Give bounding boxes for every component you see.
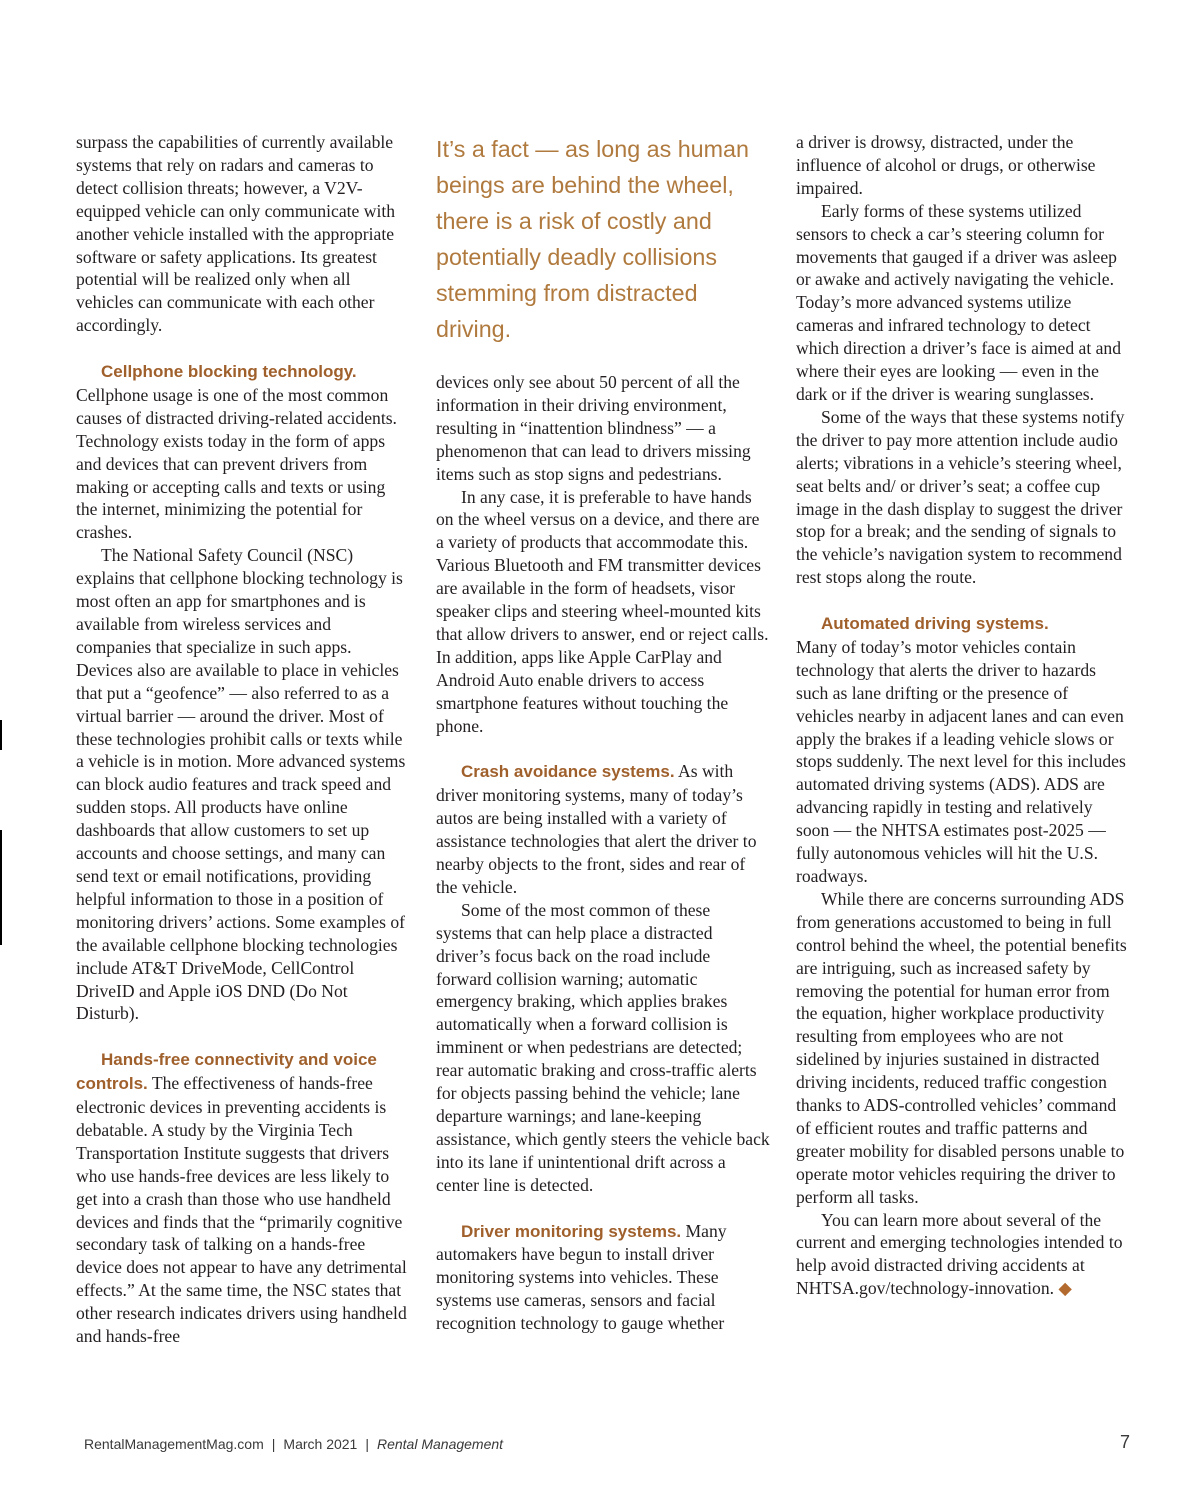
paragraph-text: As with driver monitoring systems, many of today’s autos are being installed with a variety of assistance technologies that alert the driver to nearby objects to the front, sides and rear of the vehicle. <box>436 761 757 897</box>
footer-magazine: Rental Management <box>376 1436 504 1452</box>
heading-hands-free: Hands-free connectivity and voice controls. <box>76 1050 377 1094</box>
footer-separator: | <box>365 1436 369 1452</box>
paragraph: Some of the most common of these systems that can help place a distracted driver’s focus back on the road include forward collision warning; automatic emergency braking, which applies brakes automatically when a forward collision is imminent or when pedestrians are detected; rear automatic braking and cross-traffic alerts for objects passing behind the vehicle; lane departure warnings; and lane-keeping assistance, which gently steers the vehicle back into its lane if unintentional drift across a center line is detected. <box>436 899 770 1195</box>
paragraph <box>796 1209 1130 1301</box>
heading-driver-monitoring: Driver monitoring systems. <box>461 1221 682 1241</box>
paragraph: surpass the capabilities of currently available systems that rely on radars and cameras to detect collision threats; however, a V2V-equipped vehicle can only communicate with another vehicle installed with the appropriate software or safety applications. Its greatest potential will be realized only when all vehicles can communicate with each other accordingly. <box>76 132 396 336</box>
paragraph: While there are concerns surrounding ADS from generations accustomed to being in full control behind the wheel, the potential benefits are intriguing, such as increased safety by removing the potential for human error from the equation, higher workplace productivity resulting from employees who are not sidelined by injuries sustained in distracted driving incidents, reduced traffic congestion thanks to ADS-controlled vehicles’ command of efficient routes and traffic patterns and greater mobility for disabled persons unable to operate motor vehicles requiring the driver to perform all tasks. <box>796 888 1127 1207</box>
paragraph: The National Safety Council (NSC) explains that cellphone blocking technology is most often an app for smartphones and is available from wireless services and companies that specialize in such apps. Devices also are available to place in vehicles that put a “geofence” — also referred to as a virtual barrier — around the driver. Most of these technologies prohibit calls or texts while a vehicle is in motion. More advanced systems can block audio features and track speed and sudden stops. All products have online dashboards that allow customers to set up accounts and choose settings, and many can send text or email notifications, providing helpful information to those in a position of monitoring drivers’ actions. Some examples of the available cellphone blocking technologies include AT&T DriveMode, CellControl DriveID and Apple iOS DND (Do Not Disturb). <box>76 545 406 1024</box>
paragraph: Cellphone usage is one of the most common causes of distracted driving-related accidents. Technology exists today in the form of apps and devices that can prevent drivers from making or accepting calls and texts or using the internet, minimizing the potential for crashes. <box>76 384 397 543</box>
end-mark-diamond-icon: ◆ <box>1058 1278 1072 1299</box>
page-edge-mark <box>0 830 2 945</box>
section-heading-paragraph <box>76 360 410 384</box>
paragraph-text: You can learn more about several of the current and emerging technologies intended to help avoid distracted driving accidents at NHTSA.gov/technology-innovation. <box>796 1209 1123 1299</box>
page-edge-mark <box>0 720 2 750</box>
section-paragraph <box>436 1220 770 1336</box>
paragraph-text: The effectiveness of hands-free electronic devices in preventing accidents is debatable. A study by the Virginia Tech Transportation Institute suggests that drivers who use hands-free devices are less likely to get into a crash than those who use handheld devices and finds that the “primarily cognitive secondary task of talking on a hands-free device does not appear to have any detrimental effects.” At the same time, the NSC states that other research indicates drivers using handheld and hands-free <box>76 1073 407 1347</box>
paragraph-text: Many automakers have begun to install driver monitoring systems into vehicles. These systems use cameras, sensors and facial recognition technology to gauge whether <box>436 1220 727 1334</box>
paragraph: devices only see about 50 percent of all the information in their driving environment, resulting in “inattention blindness” — a phenomenon that can lead to drivers missing items such as stop signs and pedestrians. <box>436 372 751 484</box>
page-footer <box>84 1436 1124 1452</box>
footer-site: RentalManagementMag.com <box>84 1436 264 1452</box>
heading-automated-driving: Automated driving systems. <box>821 614 1049 634</box>
pull-quote: It’s a fact — as long as human beings are behind the wheel, there is a risk of costly and potentially deadly collisions stemming from distracted driving. <box>436 136 749 342</box>
page-number: 7 <box>1119 1432 1130 1452</box>
footer-date: March 2021 <box>283 1436 358 1452</box>
paragraph: Early forms of these systems utilized sensors to check a car’s steering column for movements that gauged if a driver was asleep or awake and actively navigating the vehicle. Today’s more advanced systems utilize cameras and infrared technology to detect which direction a driver’s face is aimed at and where their eyes are looking — even in the dark or if the driver is wearing sunglasses. <box>796 200 1122 404</box>
heading-cellphone-blocking: Cellphone blocking technology. <box>101 362 357 382</box>
article-column-3 <box>796 131 1130 1300</box>
paragraph: Some of the ways that these systems notify the driver to pay more attention include audio alerts; vibrations in a vehicle’s steering wheel, seat belts and/ or driver’s seat; a coffee cup image in the dash display to suggest the driver stop for a break; and the sending of signals to the vehicle’s navigation system to recommend rest stops along the route. <box>796 406 1125 588</box>
footer-separator: | <box>271 1436 276 1452</box>
paragraph: In any case, it is preferable to have hands on the wheel versus on a device, and there are a variety of products that accommodate this. Various Bluetooth and FM transmitter devices are available in the form of headsets, visor speaker clips and steering wheel-mounted kits that allow drivers to answer, end or reject calls. In addition, apps like Apple CarPlay and Android Auto enable drivers to access smartphone features without touching the phone. <box>436 486 769 736</box>
paragraph: Many of today’s motor vehicles contain technology that alerts the driver to hazards such as lane drifting or the presence of vehicles nearby in adjacent lanes and can even apply the brakes if a leading vehicle slows or stops suddenly. The next level for this includes automated driving systems (ADS). ADS are advancing rapidly in testing and relatively soon — the NHTSA estimates post-2025 — fully autonomous vehicles will hit the U.S. roadways. <box>796 636 1126 886</box>
article-column-2 <box>436 131 770 1335</box>
article-column-1 <box>76 131 410 1348</box>
heading-crash-avoidance: Crash avoidance systems. <box>461 762 675 782</box>
section-paragraph <box>76 1048 410 1348</box>
section-heading-paragraph <box>796 612 1130 636</box>
section-paragraph <box>436 760 770 898</box>
paragraph: a driver is drowsy, distracted, under the influence of alcohol or drugs, or otherwise impaired. <box>796 132 1096 198</box>
